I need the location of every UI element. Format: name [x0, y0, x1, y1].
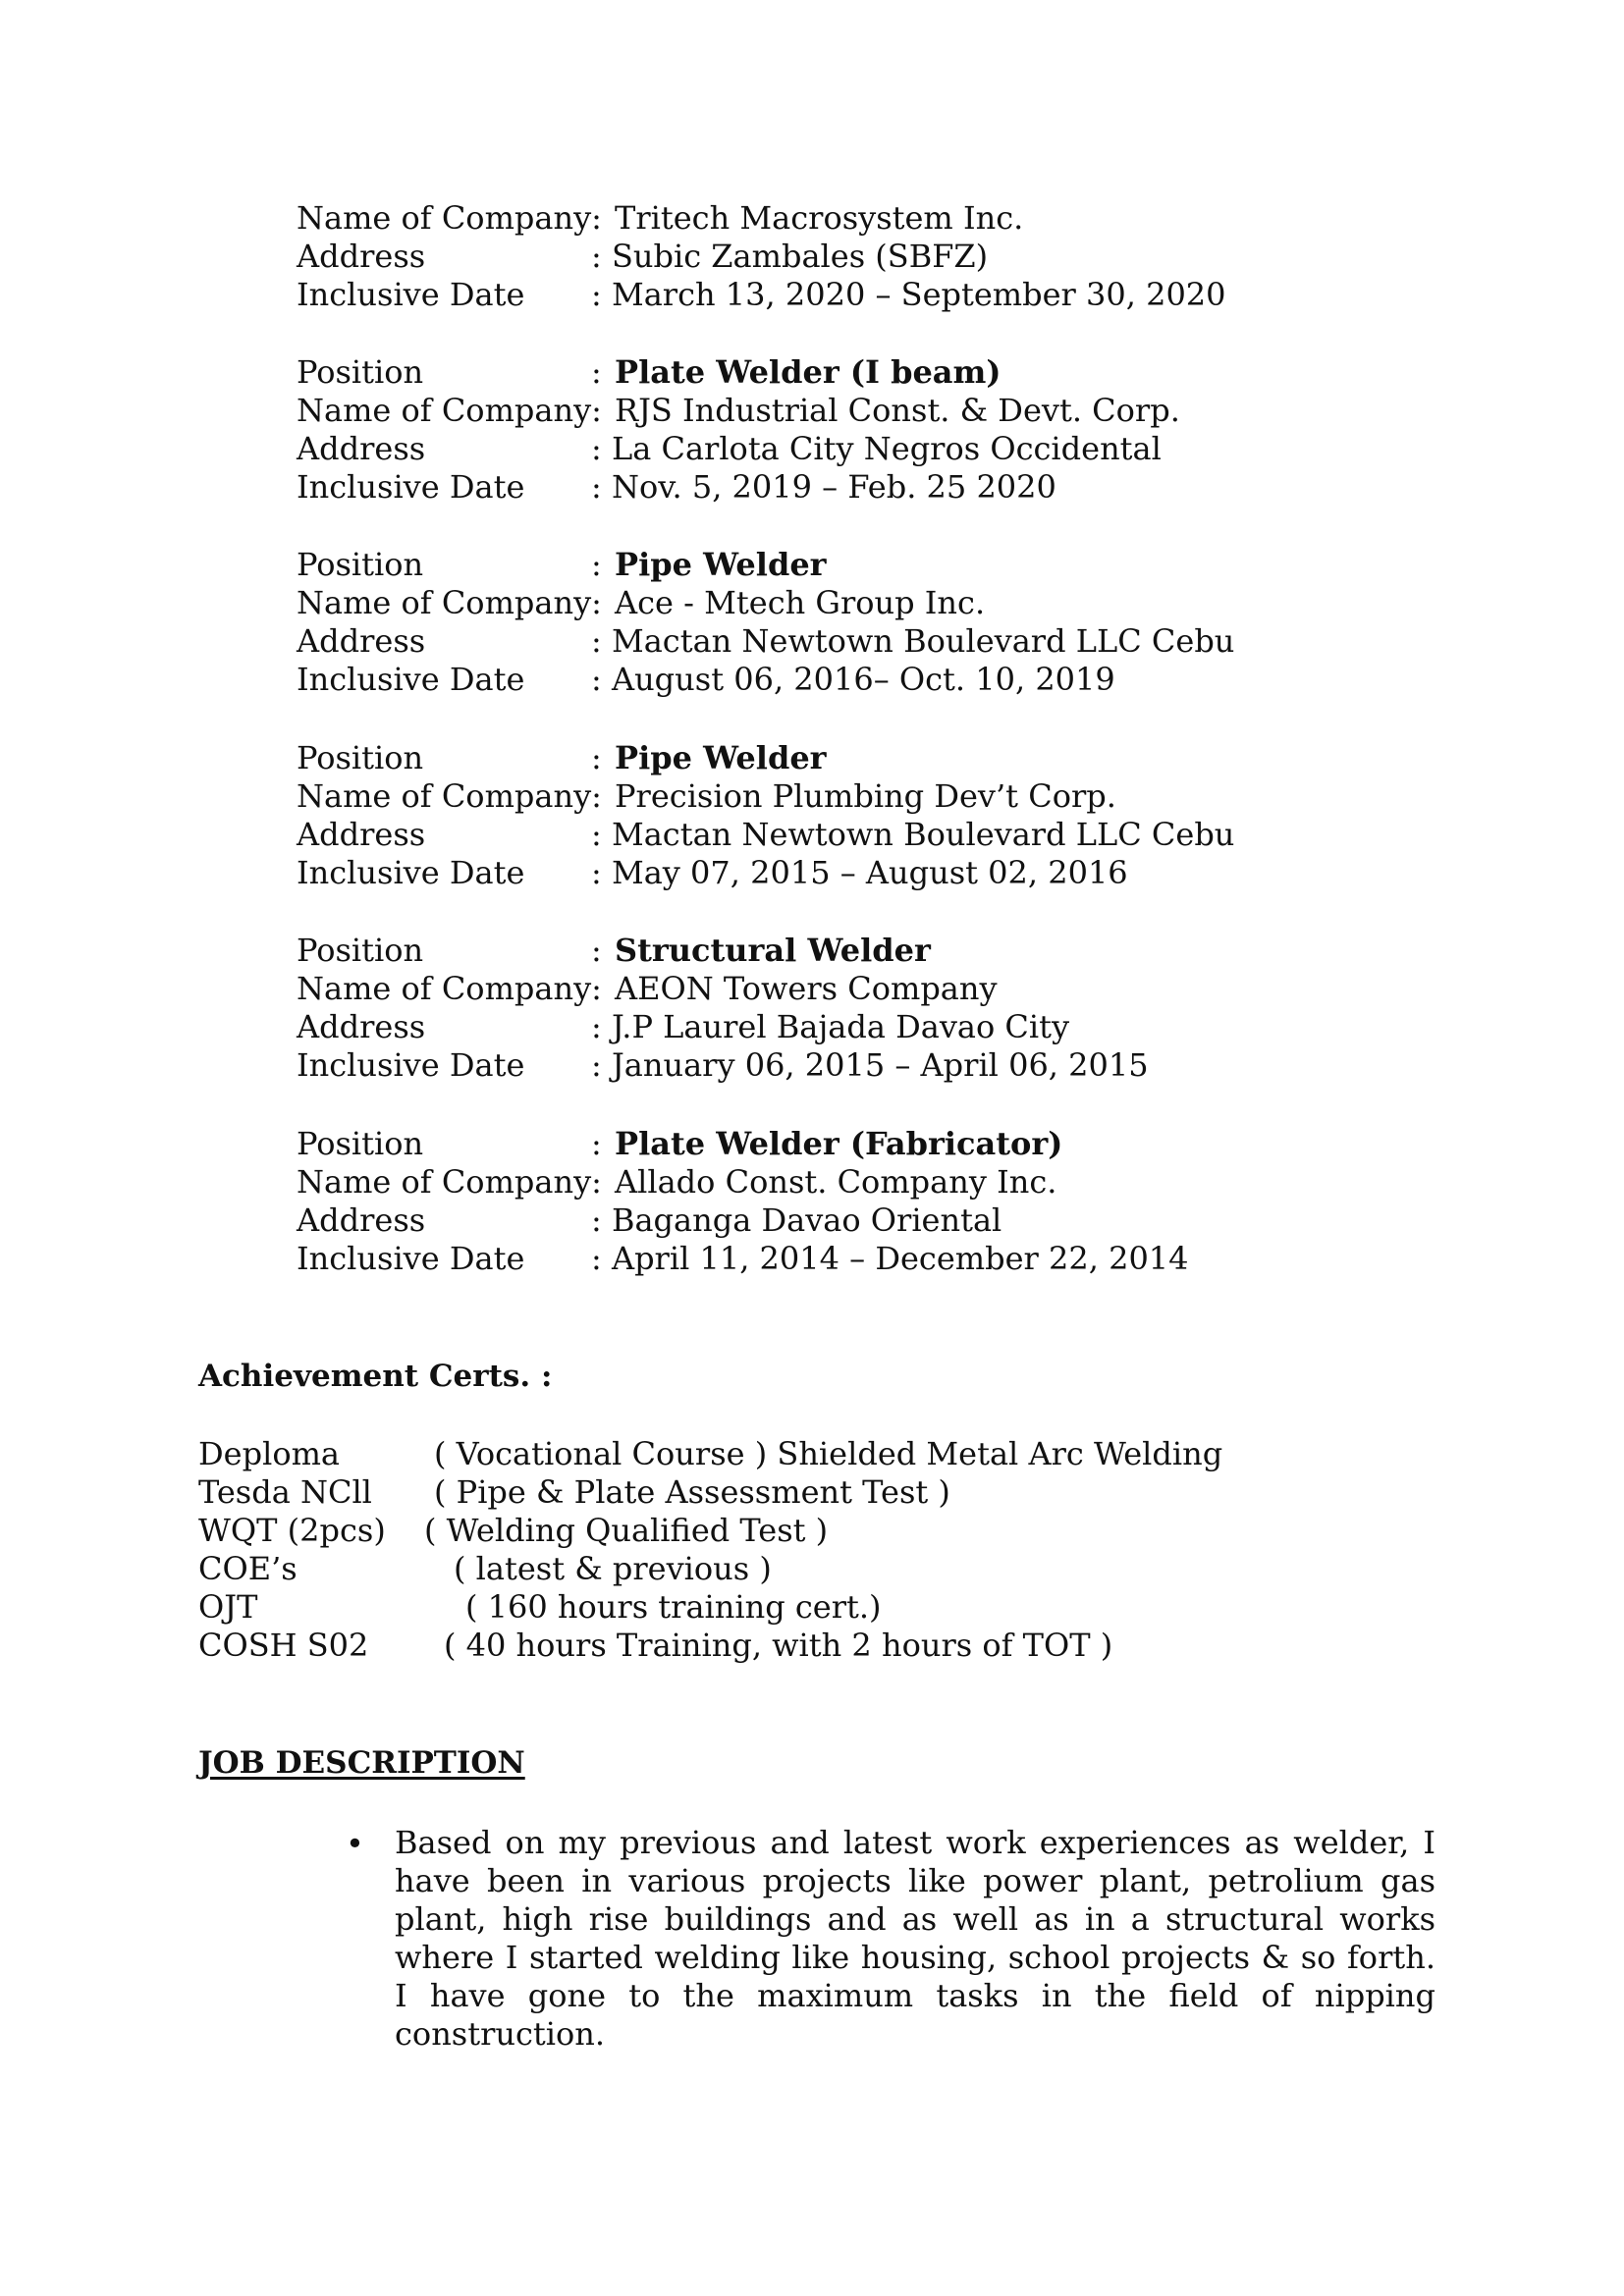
- address-label: Address: [297, 430, 426, 467]
- position-value: Pipe Welder: [615, 546, 827, 583]
- position-colon: :: [591, 932, 602, 969]
- company-value: AEON Towers Company: [615, 970, 998, 1007]
- position-label: Position: [297, 739, 424, 776]
- date-value: : August 06, 2016– Oct. 10, 2019: [591, 661, 1115, 698]
- cert-desc: ( 40 hours Training, with 2 hours of TOT ): [444, 1627, 1113, 1664]
- cert-desc: ( Pipe & Plate Assessment Test ): [434, 1473, 950, 1511]
- company-label: Name of Company:: [297, 777, 602, 815]
- company-label: Name of Company:: [297, 970, 602, 1007]
- date-value: : Nov. 5, 2019 – Feb. 25 2020: [591, 468, 1056, 506]
- address-value: : J.P Laurel Bajada Davao City: [591, 1008, 1070, 1045]
- address-label: Address: [297, 1008, 426, 1045]
- cert-name: Deploma: [198, 1435, 340, 1472]
- date-label: Inclusive Date: [297, 854, 525, 891]
- company-value: Allado Const. Company Inc.: [615, 1163, 1057, 1201]
- cert-name: COSH S02: [198, 1627, 369, 1664]
- achievements-title: Achievement Certs. :: [198, 1359, 553, 1394]
- address-value: : Subic Zambales (SBFZ): [591, 238, 989, 275]
- address-value: : Mactan Newtown Boulevard LLC Cebu: [591, 622, 1235, 660]
- date-label: Inclusive Date: [297, 468, 525, 506]
- position-label: Position: [297, 932, 424, 969]
- cert-name: OJT: [198, 1588, 258, 1626]
- position-colon: :: [591, 739, 602, 776]
- date-label: Inclusive Date: [297, 276, 525, 313]
- position-colon: :: [591, 1125, 602, 1162]
- position-label: Position: [297, 1125, 424, 1162]
- date-label: Inclusive Date: [297, 1240, 525, 1277]
- address-value: : Mactan Newtown Boulevard LLC Cebu: [591, 816, 1235, 853]
- address-label: Address: [297, 1201, 426, 1239]
- position-label: Position: [297, 546, 424, 583]
- company-label: Name of Company:: [297, 199, 602, 237]
- date-label: Inclusive Date: [297, 661, 525, 698]
- company-value: Precision Plumbing Dev’t Corp.: [615, 777, 1116, 815]
- company-label: Name of Company:: [297, 392, 602, 429]
- job-description-text: Based on my previous and latest work experiences as welder, I have been in various projects like power plant, petrolium gas plant, high rise buildings and as well as in a structural works where I started welding like housing, school projects & so forth. I have gone to the maximum tasks in the field of nipping construction.: [395, 1824, 1435, 2053]
- position-label: Position: [297, 353, 424, 391]
- company-value: Tritech Macrosystem Inc.: [615, 199, 1024, 237]
- company-label: Name of Company:: [297, 1163, 602, 1201]
- cert-desc: ( latest & previous ): [454, 1550, 772, 1587]
- address-label: Address: [297, 816, 426, 853]
- address-label: Address: [297, 622, 426, 660]
- bullet-icon: •: [346, 1825, 364, 1862]
- company-label: Name of Company:: [297, 584, 602, 621]
- job-description-title: JOB DESCRIPTION: [198, 1745, 525, 1781]
- cert-name: COE’s: [198, 1550, 298, 1587]
- position-value: Plate Welder (Fabricator): [615, 1125, 1063, 1162]
- position-colon: :: [591, 546, 602, 583]
- date-value: : January 06, 2015 – April 06, 2015: [591, 1046, 1149, 1084]
- date-value: : March 13, 2020 – September 30, 2020: [591, 276, 1226, 313]
- position-value: Structural Welder: [615, 932, 931, 969]
- cert-desc: ( Welding Qualified Test ): [424, 1512, 829, 1549]
- address-value: : La Carlota City Negros Occidental: [591, 430, 1162, 467]
- position-value: Pipe Welder: [615, 739, 827, 776]
- position-value: Plate Welder (I beam): [615, 353, 1001, 391]
- date-label: Inclusive Date: [297, 1046, 525, 1084]
- cert-name: Tesda NCll: [198, 1473, 372, 1511]
- address-label: Address: [297, 238, 426, 275]
- cert-desc: ( 160 hours training cert.): [465, 1588, 882, 1626]
- date-value: : May 07, 2015 – August 02, 2016: [591, 854, 1128, 891]
- company-value: Ace - Mtech Group Inc.: [615, 584, 986, 621]
- address-value: : Baganga Davao Oriental: [591, 1201, 1002, 1239]
- position-colon: :: [591, 353, 602, 391]
- cert-desc: ( Vocational Course ) Shielded Metal Arc Welding: [434, 1435, 1223, 1472]
- date-value: : April 11, 2014 – December 22, 2014: [591, 1240, 1189, 1277]
- company-value: RJS Industrial Const. & Devt. Corp.: [615, 392, 1180, 429]
- cert-name: WQT (2pcs): [198, 1512, 386, 1549]
